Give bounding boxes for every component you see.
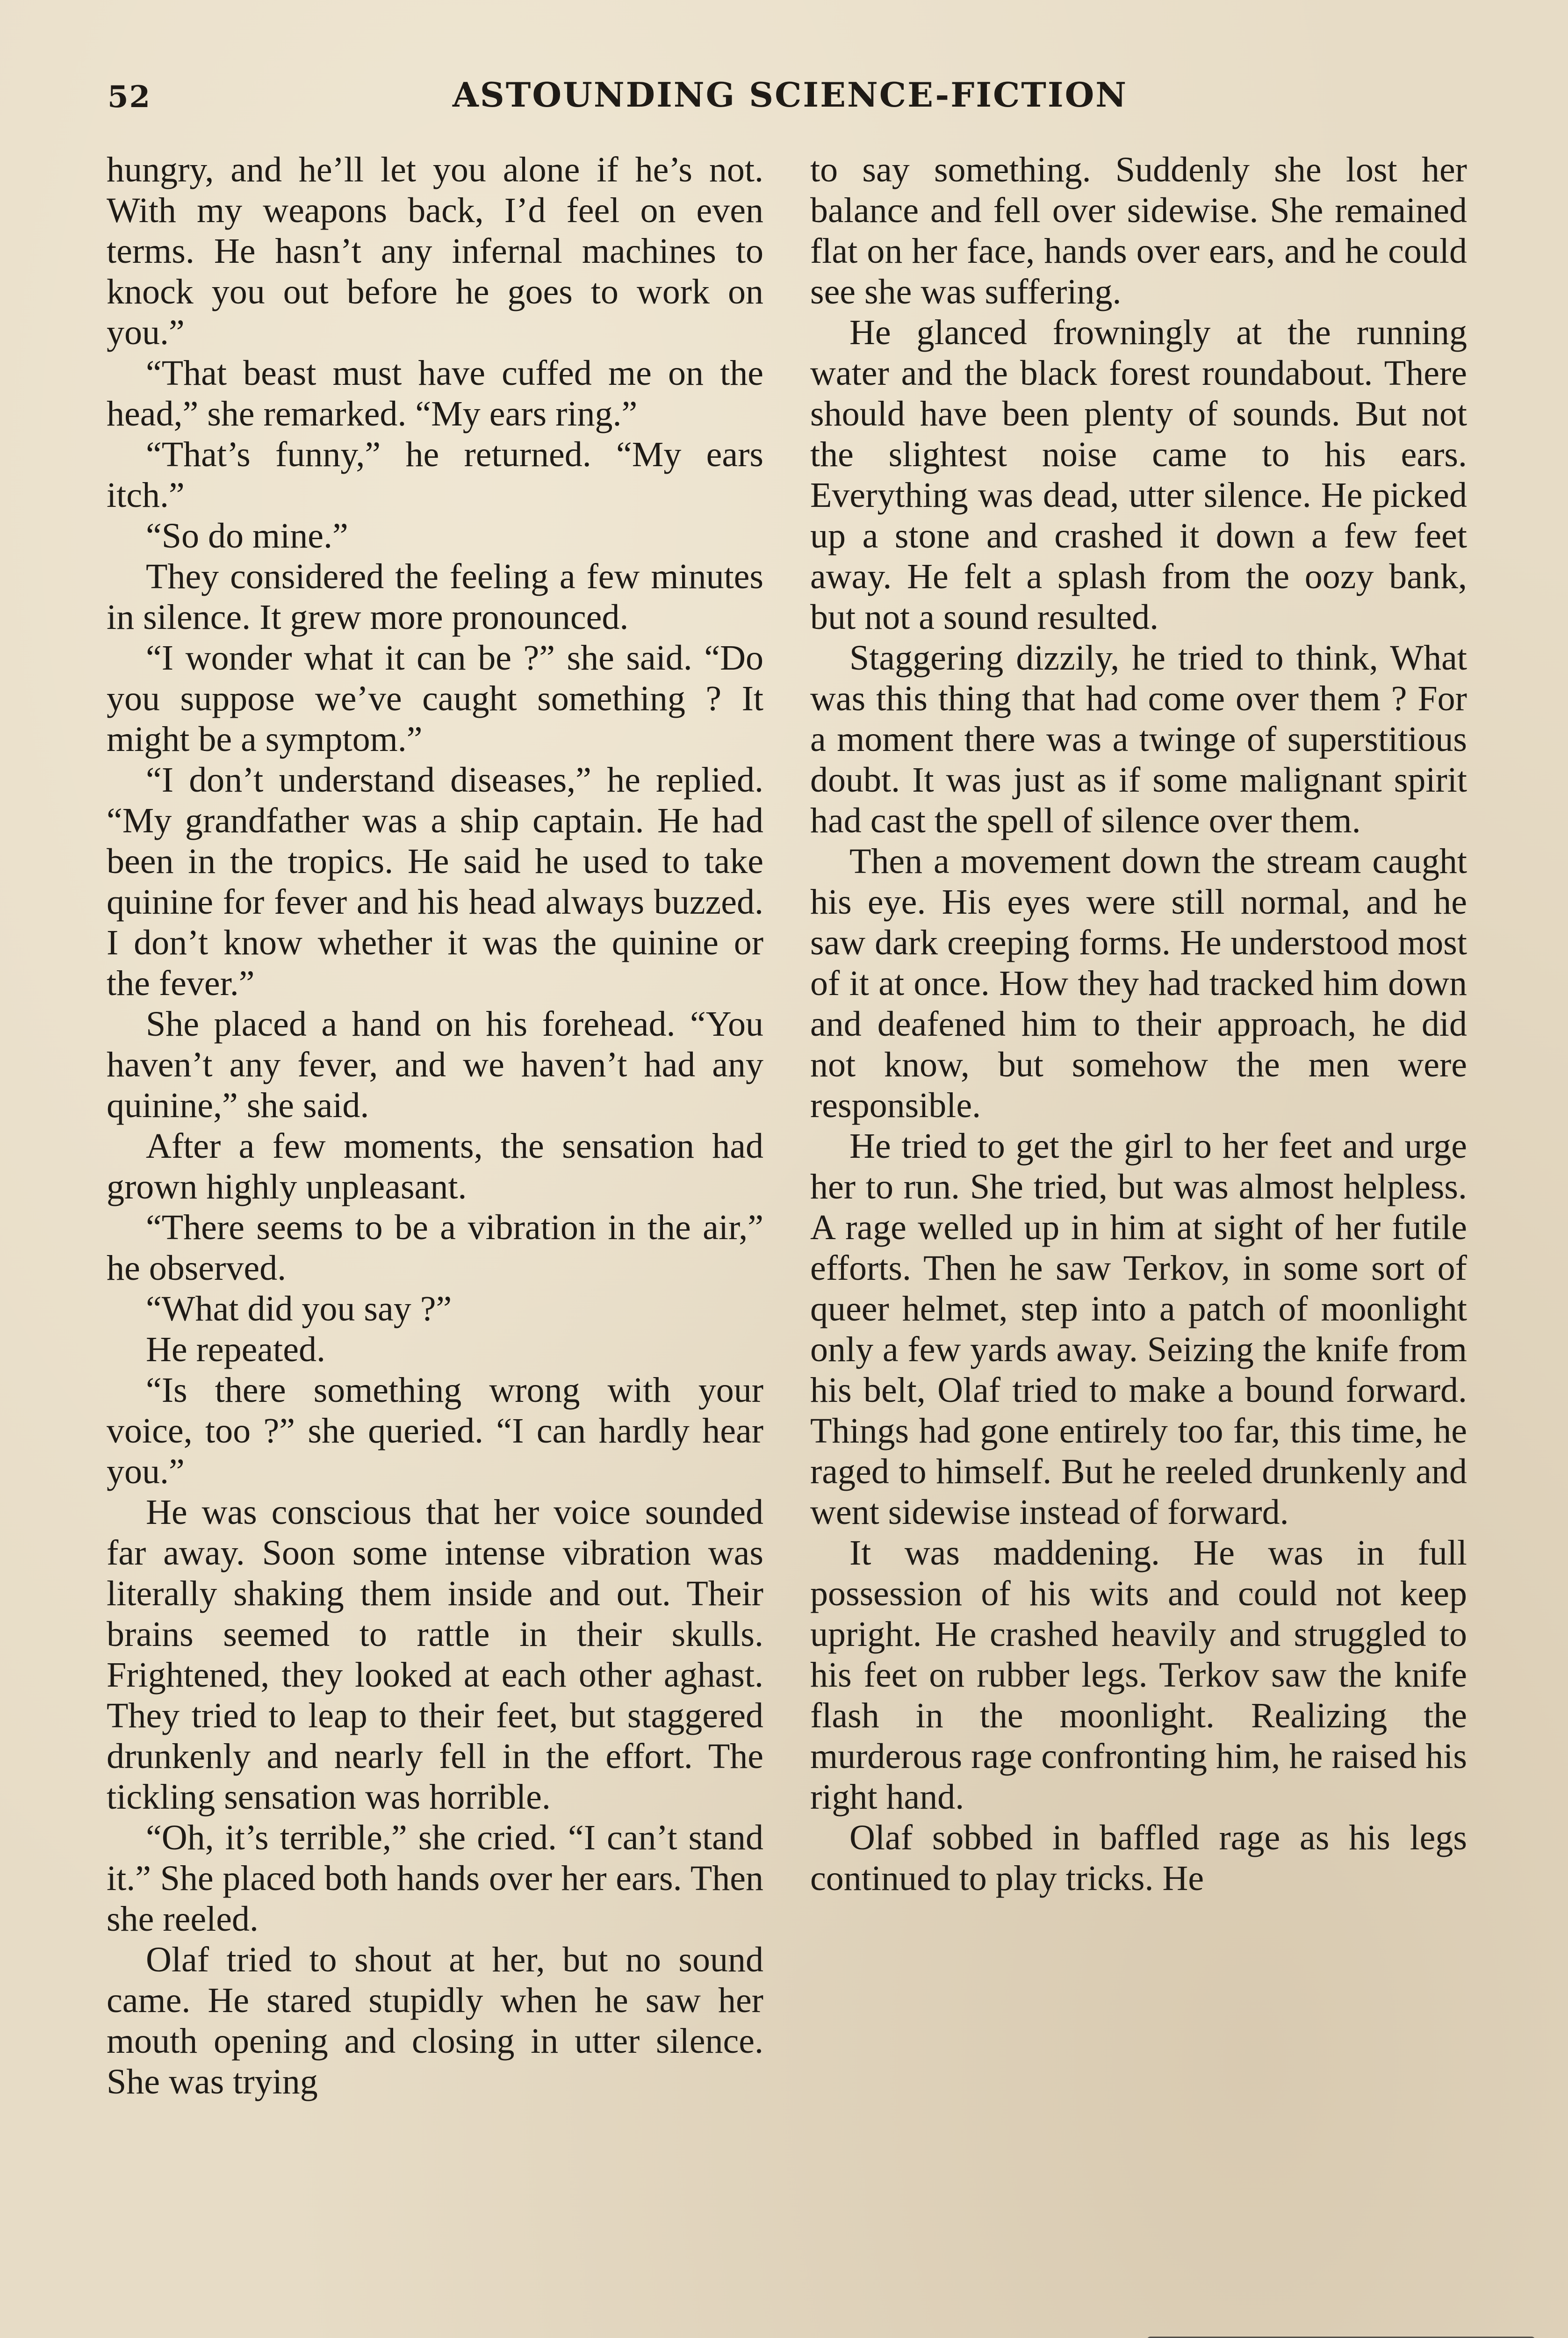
paragraph: He glanced frowningly at the running water and the black forest roundabout. There should have been plenty of sounds. But not the slightest noise came to his ears. Everything was dead, utter silence. He picked up a stone and crashed it down a few feet away. He felt a splash from the oozy bank, but not a sound resulted. — [810, 313, 1467, 637]
paragraph: “That beast must have cuffed me on the head,” she remarked. “My ears ring.” — [107, 354, 763, 433]
page-header — [108, 75, 1473, 126]
paragraph: She placed a hand on his forehead. “You haven’t any fever, and we haven’t had any quinine,” she said. — [107, 1004, 763, 1125]
paragraph: “Oh, it’s terrible,” she cried. “I can’t stand it.” She placed both hands over her ears. Then she reeled. — [107, 1818, 763, 1939]
paragraph: “So do mine.” — [146, 516, 348, 556]
paragraph: It was maddening. He was in full possession of his wits and could not keep upright. He crashed heavily and struggled to his feet on rubber legs. Terkov saw the knife flash in the moonlight. Realizing the murderous rage confronting him, he raised his right hand. — [810, 1533, 1467, 1817]
page-number: 52 — [108, 79, 151, 115]
paragraph: He was conscious that her voice sounded far away. Soon some intense vibration was literally shaking them inside and out. Their brains seemed to rattle in their skulls. Frightened, they looked at each other aghast. They tried to leap to their feet, but staggered drunkenly and nearly fell in the effort. The tickling sensation was horrible. — [107, 1493, 763, 1817]
paragraph: “There seems to be a vibration in the air,” he observed. — [107, 1208, 763, 1288]
paragraph: Then a movement down the stream caught his eye. His eyes were still normal, and he saw dark creeping forms. He understood most of it at once. How they had tracked him down and deafened him to their approach, he did not know, but somehow the men were responsible. — [810, 842, 1467, 1125]
paragraph: “I wonder what it can be ?” she said. “Do you suppose we’ve caught something ? It might be a symptom.” — [107, 638, 763, 759]
paragraph: “That’s funny,” he returned. “My ears itch.” — [107, 435, 763, 515]
paragraph: He repeated. — [146, 1330, 325, 1369]
paragraph: hungry, and he’ll let you alone if he’s not. With my weapons back, I’d feel on even terms. He hasn’t any infernal machines to knock you out before he goes to work on you.” — [107, 150, 763, 352]
running-title: ASTOUNDING SCIENCE-FICTION — [452, 75, 1128, 115]
text-column-right — [810, 150, 1467, 2310]
paragraph: to say something. Suddenly she lost her balance and fell over sidewise. She remained flat on her face, hands over ears, and he could see she was suffering. — [810, 150, 1467, 311]
text-column-left — [107, 150, 763, 2310]
paragraph: “What did you say ?” — [146, 1289, 452, 1328]
paragraph: He tried to get the girl to her feet and urge her to run. She tried, but was almost helpless. A rage welled up in him at sight of her futile efforts. Then he saw Terkov, in some sort of queer helmet, step into a patch of moonlight only a few yards away. Seizing the knife from his belt, Olaf tried to make a bound forward. Things had gone entirely too far, this time, he raged to himself. But he reeled drunkenly and went sidewise instead of forward. — [810, 1126, 1467, 1532]
paragraph: “Is there something wrong with your voice, too ?” she queried. “I can hardly hear you.” — [107, 1371, 763, 1491]
paragraph: Olaf sobbed in baffled rage as his legs continued to play tricks. He — [810, 1818, 1467, 1898]
paragraph: After a few moments, the sensation had grown highly unpleasant. — [107, 1126, 763, 1206]
paragraph: Olaf tried to shout at her, but no sound came. He stared stupidly when he saw her mouth opening and closing in utter silence. She was trying — [107, 1940, 763, 2101]
paragraph: “I don’t understand diseases,” he replied. “My grandfather was a ship captain. He had been in the tropics. He said he used to take quinine for fever and his head always buzzed. I don’t know whether it was the quinine or the fever.” — [107, 760, 763, 1003]
paragraph: They considered the feeling a few minutes in silence. It grew more pronounced. — [107, 557, 763, 637]
paragraph: Staggering dizzily, he tried to think, What was this thing that had come over them ? For a moment there was a twinge of superstitious doubt. It was just as if some malignant spirit had cast the spell of silence over them. — [810, 638, 1467, 840]
